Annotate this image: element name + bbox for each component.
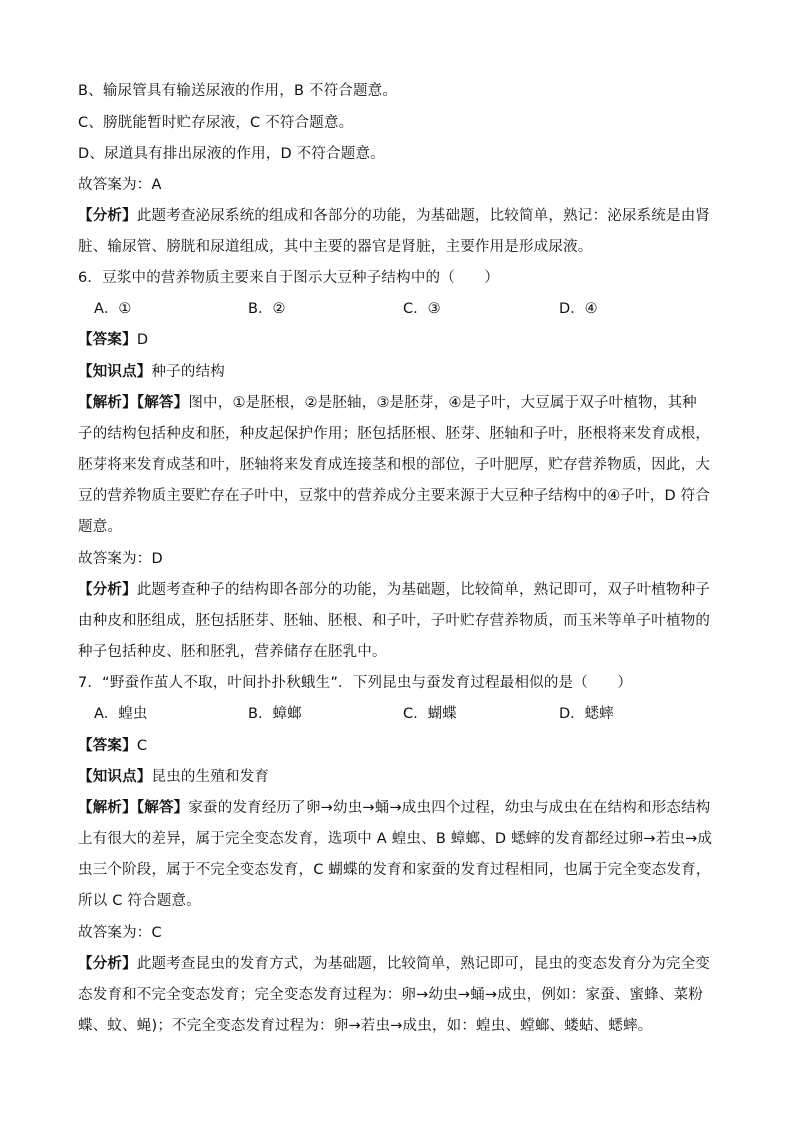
q6-final-answer: 故答案为：D bbox=[78, 551, 163, 567]
q6-explain-line-5: 题意。 bbox=[78, 519, 123, 535]
q6-question: 6．豆浆中的营养物质主要来自于图示大豆种子结构中的（ ） bbox=[78, 270, 500, 286]
q6-explain-line-4: 豆的营养物质主要贮存在子叶中，豆浆中的营养成分主要来源于大豆种子结构中的④子叶，D 符合 bbox=[78, 488, 711, 504]
q5-option-b-explain: B、输尿管具有输送尿液的作用，B 不符合题意。 bbox=[78, 83, 398, 99]
q7-explain-line-1 bbox=[78, 798, 728, 818]
q7-explain-line-3: 虫三个阶段，属于不完全变态发育，C 蝴蝶的发育和家蚕的发育过程相同，也属于完全变态发育， bbox=[78, 862, 711, 878]
q7-explain-tag: 【解析】【解答】 bbox=[78, 800, 189, 816]
q7-explain-line-4: 所以 C 符合题意。 bbox=[78, 893, 201, 909]
q6-analysis-line-1 bbox=[78, 580, 728, 600]
q6-point-line bbox=[78, 362, 728, 382]
q5-analysis-text-1: 此题考查泌尿系统的组成和各部分的功能，为基础题，比较简单，熟记：泌尿系统是由肾 bbox=[136, 208, 711, 224]
q7-point-line bbox=[78, 767, 728, 787]
q7-answer-line bbox=[78, 736, 728, 756]
q7-analysis-line-2: 态发育和不完全变态发育；完全变态发育过程为：卵→幼虫→蛹→成虫，例如：家蚕、蜜蜂、菜粉 bbox=[78, 987, 704, 1003]
q6-analysis-line-2: 由种皮和胚组成，胚包括胚芽、胚轴、胚根、和子叶，子叶贮存营养物质，而玉米等单子叶植物的 bbox=[78, 613, 711, 629]
q7-option-c: C．蝴蝶 bbox=[403, 706, 457, 722]
q5-analysis-line-1 bbox=[78, 206, 728, 226]
q6-answer: D bbox=[136, 332, 149, 348]
q7-final-answer: 故答案为：C bbox=[78, 925, 162, 941]
q6-explain-line-1 bbox=[78, 393, 728, 413]
q6-analysis-line-3: 种子包括种皮、胚和胚乳，营养储存在胚乳中。 bbox=[78, 644, 387, 660]
q6-analysis-text-1: 此题考查种子的结构即各部分的功能，为基础题，比较简单，熟记即可，双子叶植物种子 bbox=[136, 582, 711, 598]
q5-option-d-explain: D、尿道具有排出尿液的作用，D 不符合题意。 bbox=[78, 146, 385, 162]
q7-option-a: A．蝗虫 bbox=[94, 706, 148, 722]
q6-explain-tag: 【解析】【解答】 bbox=[78, 395, 189, 411]
q7-option-d: D．蟋蟀 bbox=[559, 706, 614, 722]
q6-answer-line bbox=[78, 330, 728, 350]
q7-question: 7．“野蚕作茧人不取，叶间扑扑秋蛾生”．下列昆虫与蚕发育过程最相似的是（ ） bbox=[78, 675, 633, 691]
q5-final-answer: 故答案为：A bbox=[78, 177, 162, 193]
q6-option-a: A．① bbox=[94, 301, 132, 317]
q6-analysis-tag: 【分析】 bbox=[78, 582, 137, 598]
q7-answer: C bbox=[136, 738, 148, 754]
q7-analysis-text-1: 此题考查昆虫的发育方式，为基础题，比较简单，熟记即可，昆虫的变态发育分为完全变 bbox=[136, 956, 711, 972]
q5-analysis-tag: 【分析】 bbox=[78, 208, 137, 224]
q6-explain-text-1: 图中，①是胚根，②是胚轴，③是胚芽，④是子叶，大豆属于双子叶植物，其种 bbox=[188, 395, 697, 411]
q7-point-tag: 【知识点】 bbox=[78, 769, 152, 785]
q5-option-c-explain: C、膀胱能暂时贮存尿液，C 不符合题意。 bbox=[78, 115, 354, 131]
q7-answer-tag: 【答案】 bbox=[78, 738, 137, 754]
q6-answer-tag: 【答案】 bbox=[78, 332, 137, 348]
q6-option-b: B．② bbox=[248, 301, 286, 317]
q7-analysis-line-3: 蝶、蚊、蝇)；不完全变态发育过程为：卵→若虫→成虫，如：蝗虫、螳螂、蝼蛄、蟋蟀。 bbox=[78, 1018, 653, 1034]
q7-explain-line-2: 上有很大的差异，属于完全变态发育，选项中 A 蝗虫、B 蟑螂、D 蟋蟀的发育都经过卵→若虫→成 bbox=[78, 831, 713, 847]
q6-option-d: D．④ bbox=[559, 301, 598, 317]
q5-analysis-line-2: 脏、输尿管、膀胱和尿道组成，其中主要的器官是肾脏，主要作用是形成尿液。 bbox=[78, 239, 593, 255]
q6-explain-line-3: 胚芽将来发育成茎和叶，胚轴将来发育成连接茎和根的部位，子叶肥厚，贮存营养物质，因此，大 bbox=[78, 457, 711, 473]
q7-option-b: B．蟑螂 bbox=[248, 706, 302, 722]
q6-point-tag: 【知识点】 bbox=[78, 364, 152, 380]
q6-point: 种子的结构 bbox=[151, 364, 225, 380]
q7-analysis-tag: 【分析】 bbox=[78, 956, 137, 972]
q7-explain-text-1: 家蚕的发育经历了卵→幼虫→蛹→成虫四个过程，幼虫与成虫在在结构和形态结构 bbox=[188, 800, 711, 816]
q7-analysis-line-1 bbox=[78, 954, 728, 974]
q7-point: 昆虫的生殖和发育 bbox=[151, 769, 270, 785]
q6-option-c: C．③ bbox=[403, 301, 441, 317]
q6-explain-line-2: 子的结构包括种皮和胚，种皮起保护作用；胚包括胚根、胚芽、胚轴和子叶，胚根将来发育成根， bbox=[78, 426, 711, 442]
